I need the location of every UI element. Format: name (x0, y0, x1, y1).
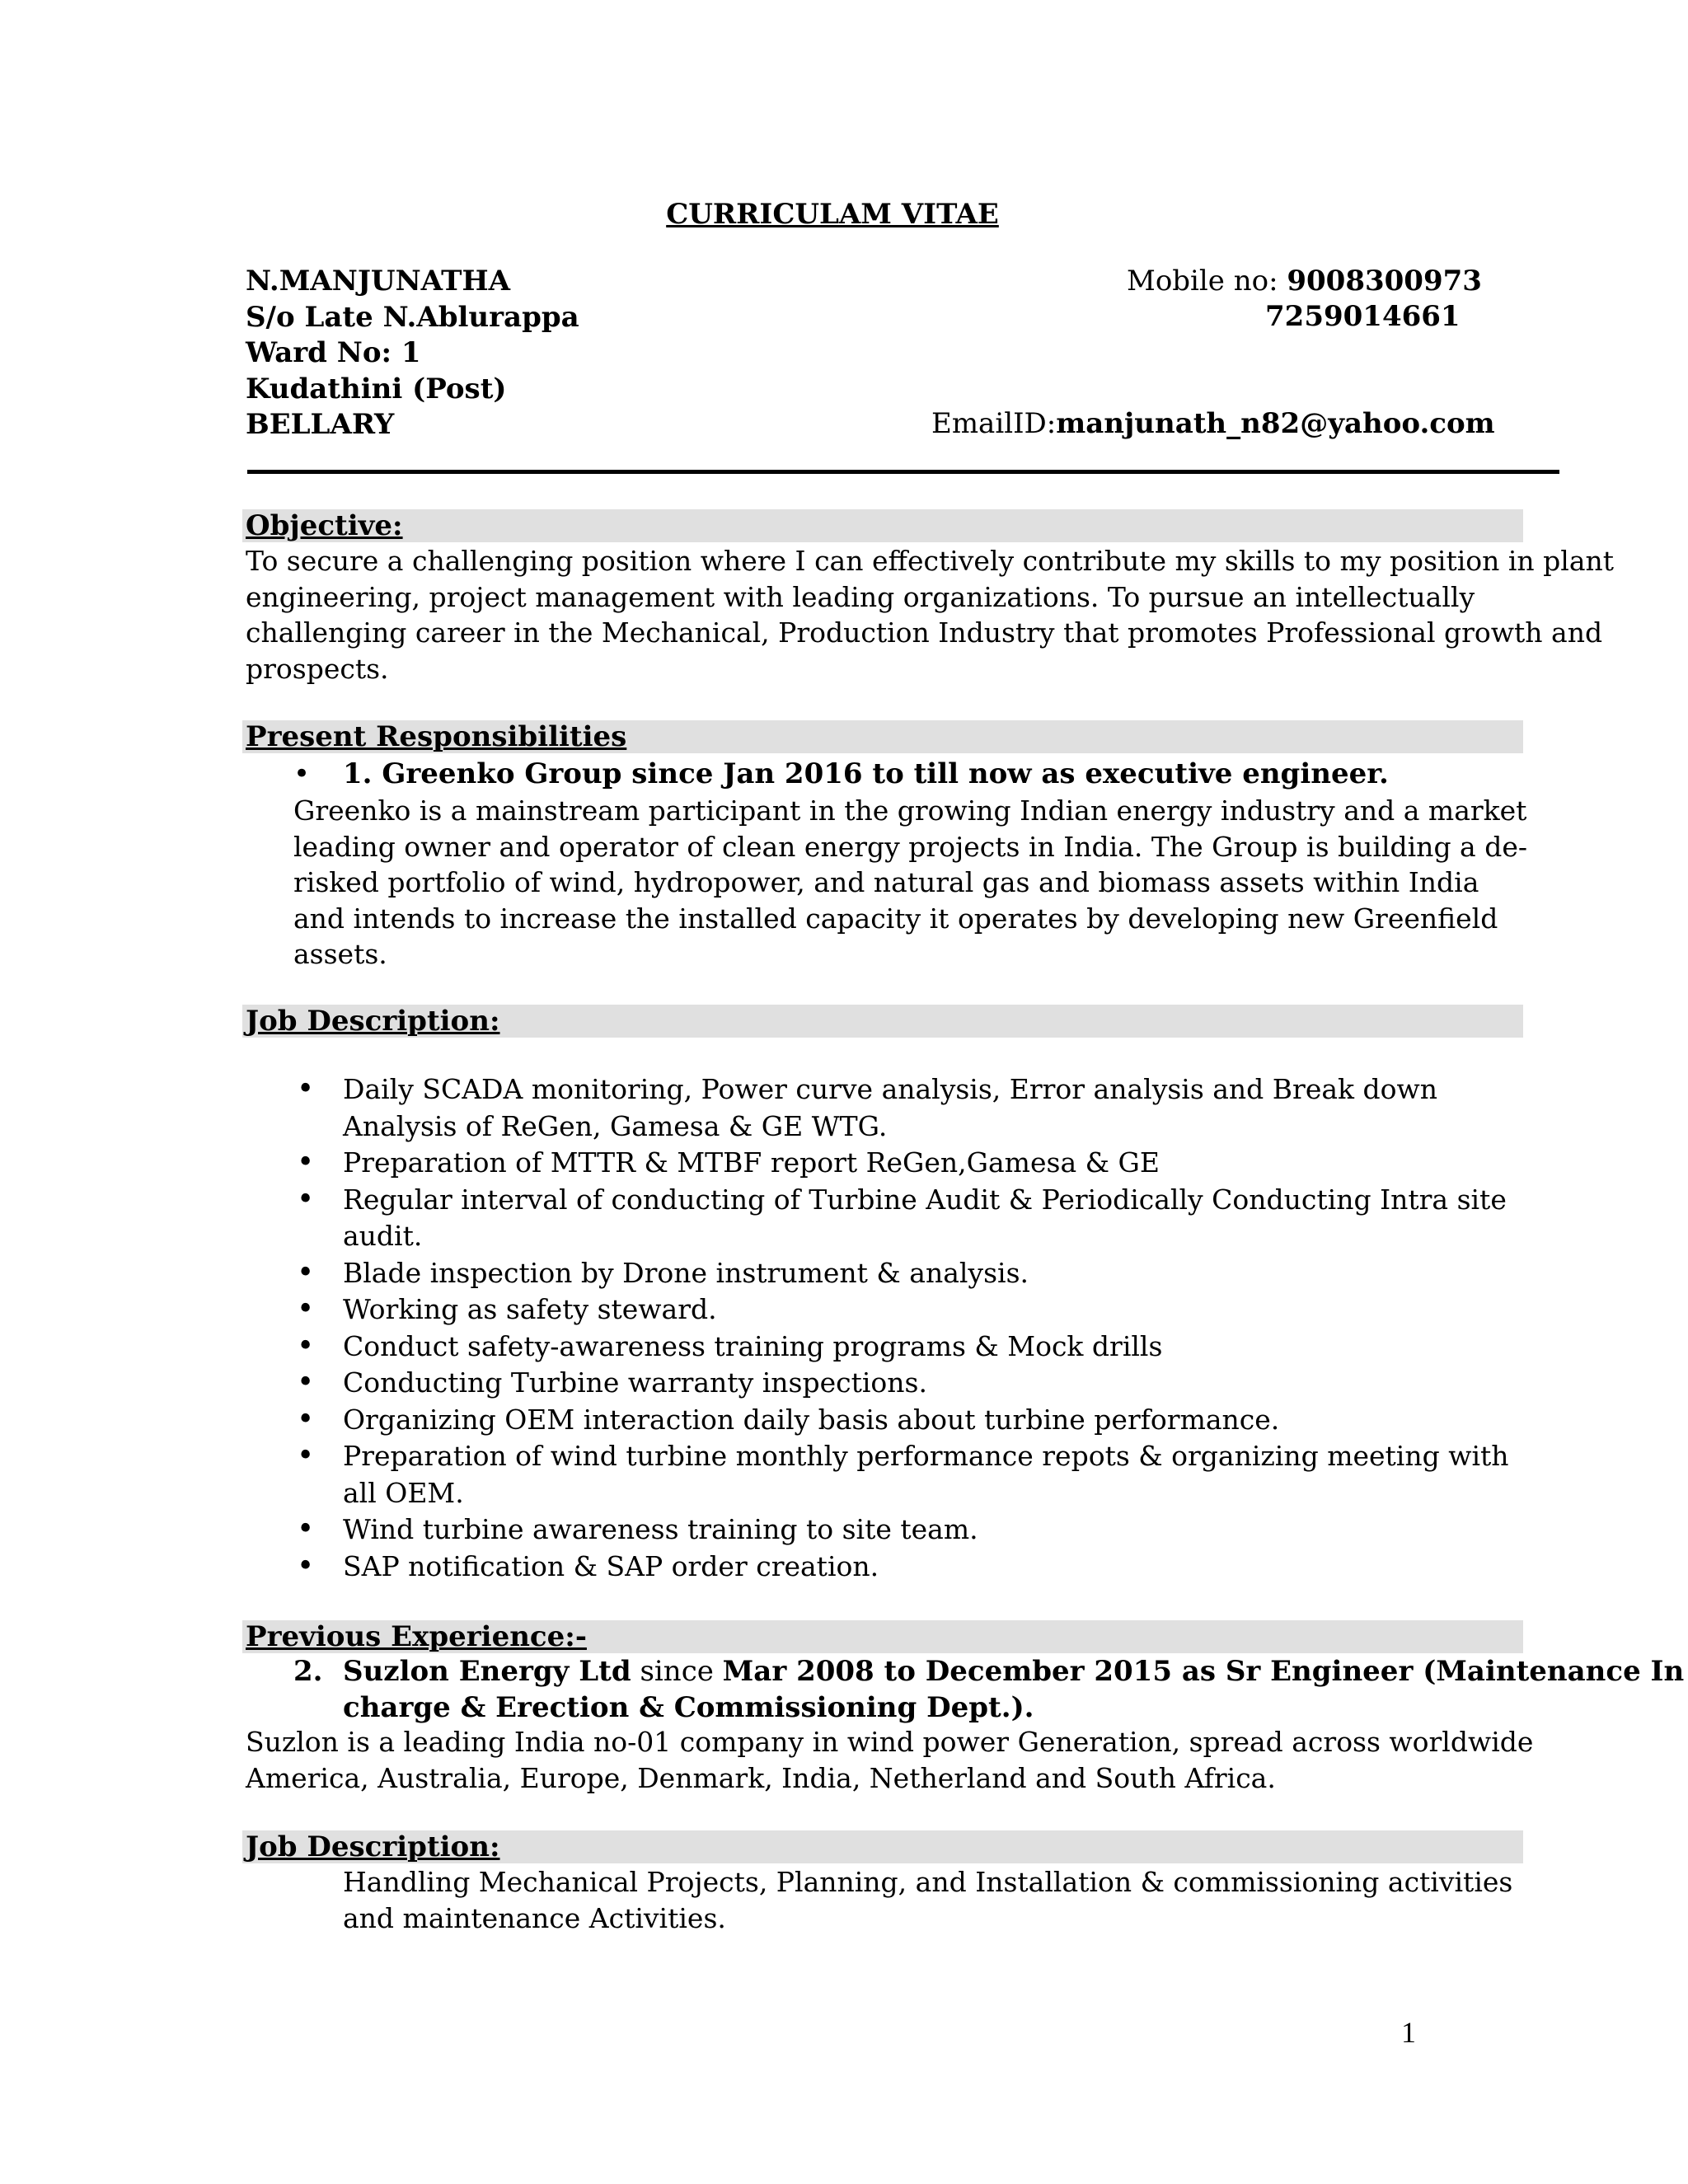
objective-band (242, 509, 1523, 542)
job-description-item-line: Analysis of ReGen, Gamesa & GE WTG. (343, 1109, 888, 1142)
present-company-text: 1. Greenko Group since Jan 2016 to till now as executive engineer. (343, 757, 1389, 790)
header-divider (247, 470, 1559, 474)
job-description-item (297, 1182, 1509, 1255)
job-description-item (297, 1365, 1509, 1402)
objective-heading: Objective: (246, 509, 403, 542)
document-title: CURRICULAM VITAE (666, 198, 999, 231)
job-description-item-line: • Daily SCADA monitoring, Power curve analysis, Error analysis and Break down (343, 1073, 1438, 1105)
mobile-number-2: 7259014661 (1265, 300, 1461, 333)
objective-line: challenging career in the Mechanical, Production Industry that promotes Professional growth and (246, 616, 1603, 649)
mobile-label: Mobile no: (1127, 265, 1287, 298)
previous-since: since (631, 1655, 723, 1688)
job-description-item (297, 1145, 1509, 1182)
present-desc-line: risked portfolio of wind, hydropower, and natural gas and biomass assets within India (293, 866, 1479, 898)
objective-text (246, 543, 1614, 687)
job-description-item-line: • Regular interval of conducting of Turbine Audit & Periodically Conducting Intra site (343, 1183, 1507, 1216)
job-description-item-line: audit. (343, 1220, 423, 1252)
ward-number: Ward No: 1 (246, 336, 421, 369)
job-description-item (297, 1511, 1509, 1549)
job-description-item-line: • Working as safety steward. (343, 1293, 717, 1325)
objective-line: prospects. (246, 652, 389, 685)
present-desc-line: Greenko is a mainstream participant in the growing Indian energy industry and a market (293, 794, 1527, 827)
mobile-number-1: 9008300973 (1287, 265, 1482, 298)
previous-number: 2. (293, 1655, 323, 1688)
present-heading: Present Responsibilities (246, 720, 627, 753)
email-address: manjunath_n82@yahoo.com (1056, 407, 1495, 440)
job-description-item-line: • Organizing OEM interaction daily basis about turbine performance. (343, 1403, 1280, 1436)
previous-desc-line: Suzlon is a leading India no-01 company in wind power Generation, spread across worldwide (246, 1726, 1534, 1758)
contact-address (246, 264, 579, 443)
parent-name: S/o Late N.Ablurappa (246, 300, 579, 334)
previous-company-line (343, 1654, 1684, 1690)
job-description-item (297, 1291, 1509, 1329)
job-description-item-line: • Conducting Turbine warranty inspections. (343, 1366, 927, 1399)
previous-company (293, 1654, 1685, 1724)
job-description-2-heading: Job Description: (246, 1830, 500, 1863)
present-desc-line: leading owner and operator of clean energy projects in India. The Group is building a de- (293, 830, 1528, 863)
email-label: EmailID: (931, 407, 1057, 440)
job-description-item-line: • Preparation of MTTR & MTBF report ReGen,Gamesa & GE (343, 1146, 1160, 1179)
previous-period: Mar 2008 to December 2015 as Sr Engineer (Maintenance In (722, 1655, 1685, 1688)
job-description-item-line: • SAP notification & SAP order creation. (343, 1549, 879, 1582)
present-company (293, 757, 1389, 793)
job2-line: and maintenance Activities. (343, 1901, 726, 1934)
mobile-line (1127, 264, 1482, 300)
job-description-item-line: • Blade inspection by Drone instrument & analysis. (343, 1256, 1029, 1289)
present-description (293, 793, 1527, 972)
job-description-item-line: all OEM. (343, 1476, 464, 1509)
job-description-item (297, 1255, 1509, 1292)
objective-line: engineering, project management with leading organizations. To pursue an intellectually (246, 580, 1475, 613)
objective-line: To secure a challenging position where I can effectively contribute my skills to my position in plant (246, 545, 1615, 577)
previous-dept: charge & Erection & Commissioning Dept.). (343, 1690, 1034, 1724)
job-description-item-line: • Conduct safety-awareness training programs & Mock drills (343, 1329, 1163, 1362)
applicant-name: N.MANJUNATHA (246, 265, 510, 298)
job-description-list (297, 1071, 1509, 1585)
present-desc-line: and intends to increase the installed capacity it operates by developing new Greenfield (293, 902, 1498, 935)
bullet-icon: • (293, 757, 311, 790)
job-description-2-text (343, 1864, 1512, 1936)
previous-heading: Previous Experience:- (246, 1620, 587, 1653)
job-description-item (297, 1071, 1509, 1145)
job-description-item (297, 1329, 1509, 1366)
job-description-item-line: • Wind turbine awareness training to site team. (343, 1513, 978, 1545)
previous-description (246, 1724, 1533, 1796)
previous-desc-line: America, Australia, Europe, Denmark, India, Netherland and South Africa. (246, 1761, 1276, 1794)
present-desc-line: assets. (293, 938, 387, 970)
job2-line: Handling Mechanical Projects, Planning, and Installation & commissioning activities (343, 1866, 1513, 1898)
job-description-item (297, 1549, 1509, 1586)
city: BELLARY (246, 408, 395, 441)
email-line (931, 406, 1495, 443)
post-office: Kudathini (Post) (246, 372, 507, 405)
job-description-item (297, 1402, 1509, 1439)
job-description-item-line: • Preparation of wind turbine monthly performance repots & organizing meeting with (343, 1440, 1509, 1472)
previous-company-name: Suzlon Energy Ltd (343, 1655, 631, 1688)
job-description-item (297, 1438, 1509, 1511)
page-number: 1 (1401, 2016, 1416, 2049)
job-description-heading: Job Description: (246, 1005, 500, 1038)
